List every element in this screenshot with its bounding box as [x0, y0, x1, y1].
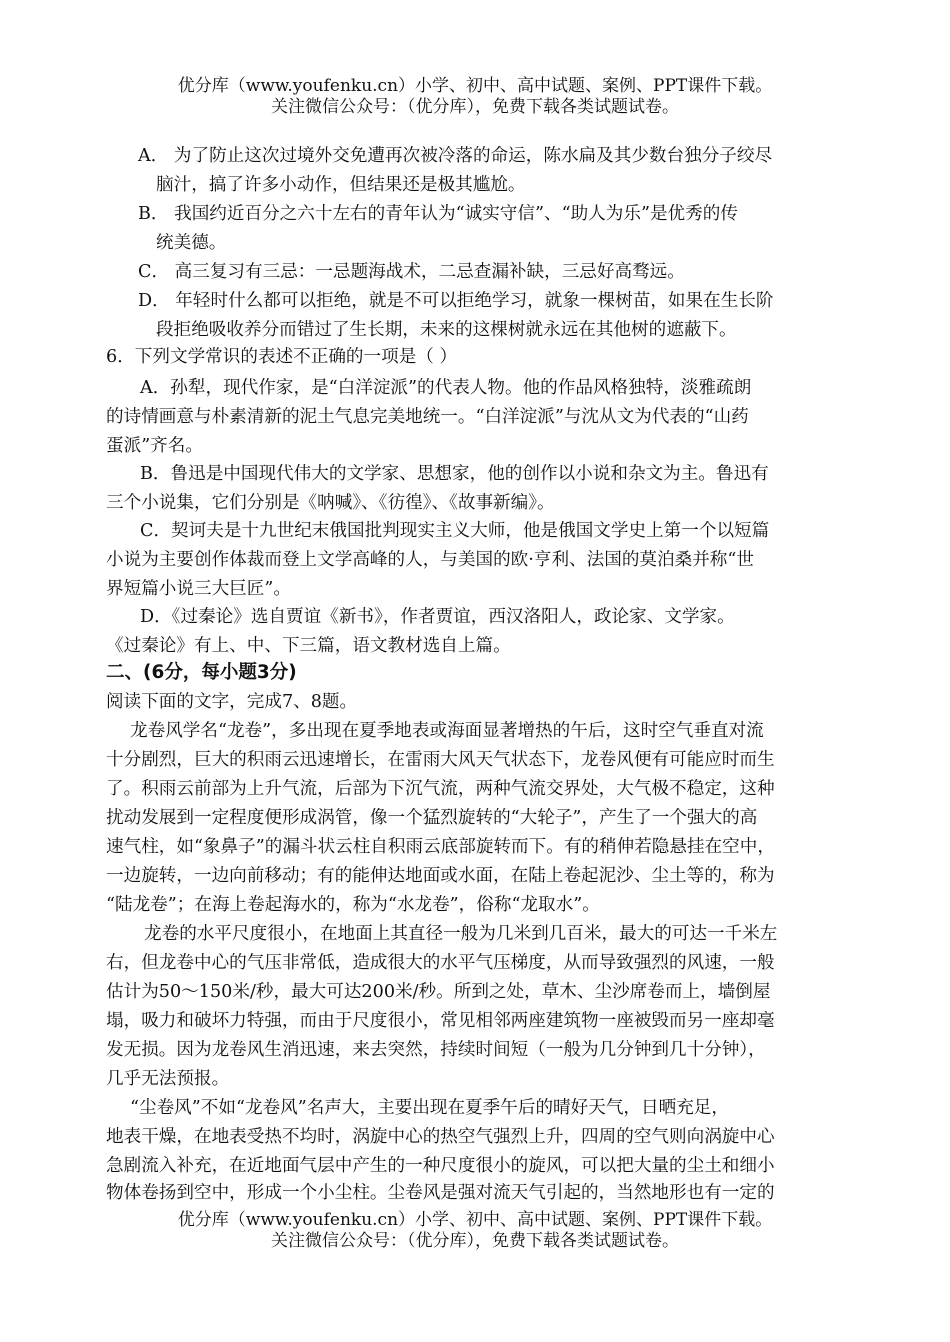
- q6-stem: 6．下列文学常识的表述不正确的一项是（ ）: [106, 347, 458, 367]
- passage-p2-line-6: 几乎无法预报。: [106, 1069, 230, 1089]
- q6-option-d-line-1: D．《过秦论》选自贾谊《新书》，作者贾谊，西汉洛阳人，政论家、文学家。: [140, 607, 735, 627]
- passage-p3-line-1: “尘卷风”不如“龙卷风”名声大，主要出现在夏季午后的晴好天气，日晒充足，: [130, 1098, 729, 1118]
- passage-p2-line-1: 龙卷的水平尺度很小，在地面上其直径一般为几米到几百米，最大的可达一千米左: [144, 924, 778, 944]
- q6-option-b-line-1: B．鲁迅是中国现代伟大的文学家、思想家，他的创作以小说和杂文为主。鲁迅有: [140, 464, 769, 484]
- passage-p1-line-5: 速气柱，如“象鼻子”的漏斗状云柱自积雨云底部旋转而下。有的稍伸若隐悬挂在空中，: [106, 837, 775, 857]
- footer-line-1: 优分库（www.youfenku.cn）小学、初中、高中试题、案例、PPT课件下载。: [177, 1210, 773, 1230]
- passage-p1-line-7: “陆龙卷”；在海上卷起海水的，称为“水龙卷”，俗称“龙取水”。: [106, 895, 600, 915]
- q5-option-c-line-1: C． 高三复习有三忌：一忌题海战术，二忌查漏补缺，三忌好高骛远。: [138, 262, 685, 282]
- q6-option-a-line-1: A．孙犁，现代作家，是“白洋淀派”的代表人物。他的作品风格独特，淡雅疏朗: [140, 378, 752, 398]
- passage-p3-line-3: 急剧流入补充，在近地面气层中产生的一种尺度很小的旋风，可以把大量的尘土和细小: [106, 1156, 775, 1176]
- header-line-1: 优分库（www.youfenku.cn）小学、初中、高中试题、案例、PPT课件下载。: [177, 76, 773, 96]
- q6-option-c-line-1: C．契诃夫是十九世纪末俄国批判现实主义大师，他是俄国文学史上第一个以短篇: [140, 521, 770, 541]
- q5-option-a-line-1: A． 为了防止这次过境外交免遭再次被冷落的命运，陈水扁及其少数台独分子绞尽: [138, 146, 773, 166]
- q6-option-d-line-2: 《过秦论》有上、中、下三篇，语文教材选自上篇。: [106, 636, 511, 656]
- q5-option-d-line-2: 段拒绝吸收养分而错过了生长期，未来的这棵树就永远在其他树的遮蔽下。: [156, 320, 737, 340]
- passage-p2-line-4: 塌，吸力和破坏力特强，而由于尺度很小，常见相邻两座建筑物一座被毁而另一座却毫: [106, 1011, 775, 1031]
- footer-line-2: 关注微信公众号：（优分库），免费下载各类试题试卷。: [271, 1231, 679, 1251]
- q5-option-b-line-2: 统美德。: [156, 233, 227, 253]
- q5-option-d-line-1: D． 年轻时什么都可以拒绝，就是不可以拒绝学习，就象一棵树苗，如果在生长阶: [138, 291, 774, 311]
- section-2-instruction: 阅读下面的文字，完成7、8题。: [106, 692, 358, 712]
- header-line-2: 关注微信公众号：（优分库），免费下载各类试题试卷。: [271, 97, 679, 117]
- passage-p1-line-6: 一边旋转，一边向前移动；有的能伸达地面或水面，在陆上卷起泥沙、尘土等的，称为: [106, 866, 775, 886]
- passage-p2-line-2: 右，但龙卷中心的气压非常低，造成很大的水平气压梯度，从而导致强烈的风速，一般: [106, 953, 775, 973]
- q6-option-c-line-3: 界短篇小说三大巨匠”。: [106, 579, 291, 599]
- passage-p1-line-1: 龙卷风学名“龙卷”，多出现在夏季地表或海面显著增热的午后，这时空气垂直对流: [130, 721, 764, 741]
- q5-option-a-line-2: 脑汁，搞了许多小动作，但结果还是极其尴尬。: [156, 175, 526, 195]
- page-header: [0, 76, 950, 118]
- passage-p1-line-2: 十分剧烈，巨大的积雨云迅速增长，在雷雨大风天气状态下，龙卷风便有可能应时而生: [106, 750, 775, 770]
- passage-p2-line-5: 发无损。因为龙卷风生消迅速，来去突然，持续时间短（一般为几分钟到几十分钟），: [106, 1040, 766, 1060]
- passage-p1-line-4: 扰动发展到一定程度便形成涡管，像一个猛烈旋转的“大轮子”，产生了一个强大的高: [106, 808, 758, 828]
- passage-p1-line-3: 了。积雨云前部为上升气流，后部为下沉气流，两种气流交界处，大气极不稳定，这种: [106, 779, 775, 799]
- q6-option-c-line-2: 小说为主要创作体裁而登上文学高峰的人，与美国的欧·亨利、法国的莫泊桑并称“世: [106, 550, 754, 570]
- q6-option-a-line-3: 蛋派”齐名。: [106, 436, 203, 456]
- q6-option-a-line-2: 的诗情画意与朴素清新的泥土气息完美地统一。“白洋淀派”与沈从文为代表的“山药: [106, 407, 749, 427]
- passage-p2-line-3: 估计为50～150米/秒，最大可达200米/秒。所到之处，草木、尘沙席卷而上，墙倒屋: [106, 982, 771, 1002]
- passage-p3-line-2: 地表干燥，在地表受热不均时，涡旋中心的热空气强烈上升，四周的空气则向涡旋中心: [106, 1127, 775, 1147]
- page-footer: [0, 1210, 950, 1252]
- q5-option-b-line-1: B． 我国约近百分之六十左右的青年认为“诚实守信”、“助人为乐”是优秀的传: [138, 204, 738, 224]
- passage-p3-line-4: 物体卷扬到空中，形成一个小尘柱。尘卷风是强对流天气引起的，当然地形也有一定的: [106, 1183, 775, 1203]
- section-2-heading: 二、(6分，每小题3分): [106, 662, 297, 683]
- q6-option-b-line-2: 三个小说集，它们分别是《呐喊》、《彷徨》、《故事新编》。: [106, 493, 555, 513]
